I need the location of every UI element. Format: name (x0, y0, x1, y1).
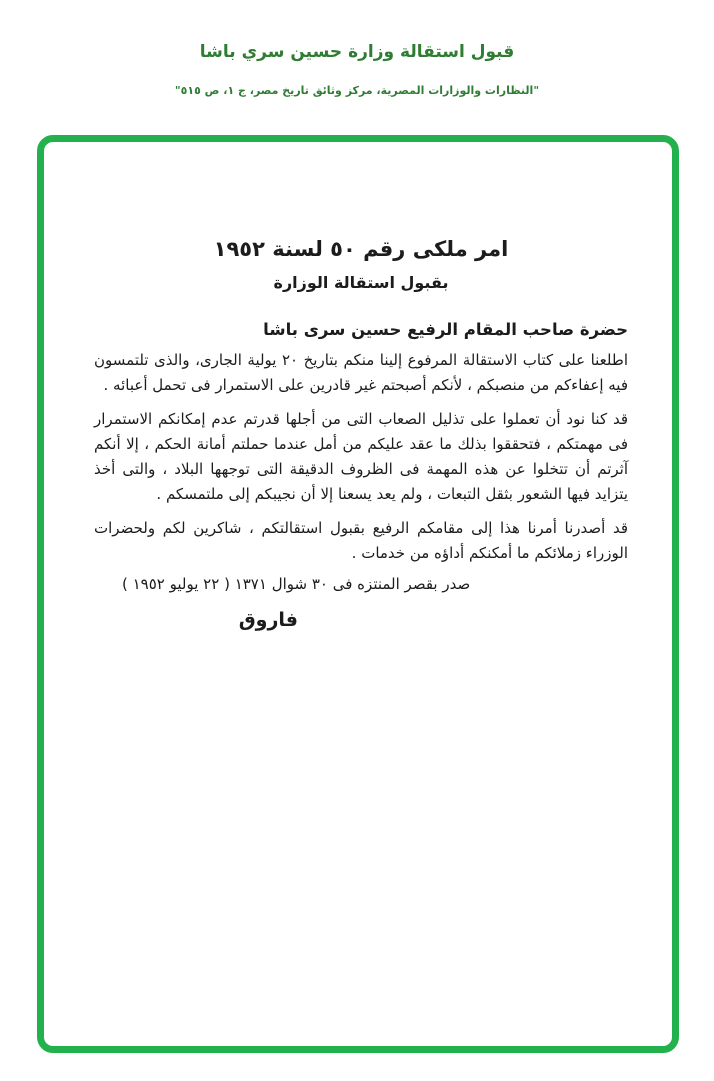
decree-paragraph-3: قد أصدرنا أمرنا هذا إلى مقامكم الرفيع بقبول استقالتكم ، شاكرين لكم ولحضرات الوزراء زملائكم ما أمكنكم أداؤه من خدمات . (94, 519, 628, 562)
source-citation: "النظارات والوزارات المصرية، مركز وثائق تاريخ مصر، ج ١، ص ٥١٥" (174, 84, 540, 97)
decree-salutation: حضرة صاحب المقام الرفيع حسين سرى باشا (263, 320, 628, 339)
decree-subheading: بقبول استقالة الوزارة (273, 273, 449, 292)
document-title: قبول استقالة وزارة حسين سري باشا (199, 42, 515, 62)
decree-border-box (37, 135, 679, 1053)
decree-issued-line: صدر بقصر المنتزه فى ٣٠ شوال ١٣٧١ ( ٢٢ يوليو ١٩٥٢ ) (122, 575, 471, 593)
decree-paragraph-1: اطلعنا على كتاب الاستقالة المرفوع إلينا منكم بتاريخ ٢٠ يولية الجارى، والذى تلتمسون فيه إعفاءكم من منصبكم ، لأنكم أصبحتم غير قادرين على الاستمرار فى تحمل أعبائه . (94, 351, 628, 394)
royal-signature: فاروق (238, 609, 298, 631)
document-header (0, 42, 714, 97)
decree-heading: امر ملكى رقم ٥٠ لسنة ١٩٥٢ (213, 237, 509, 261)
decree-paragraph-2: قد كنا نود أن تعملوا على تذليل الصعاب التى من أجلها قدرتم عدم إمكانكم الاستمرار فى مهمتكم ، فتحققوا بذلك ما عقد عليكم من أمل عندما حملتم أمانة الحكم ، إلا أنكم آثرتم أن تتخلوا عن هذه المهمة فى الظروف الدقيقة التى توجهها البلاد ، والتى أخذ يتزايد فيها الشعور بثقل التبعات ، ولم يعد يسعنا إلا أن نجيبكم إلى ملتمسكم . (94, 410, 628, 503)
